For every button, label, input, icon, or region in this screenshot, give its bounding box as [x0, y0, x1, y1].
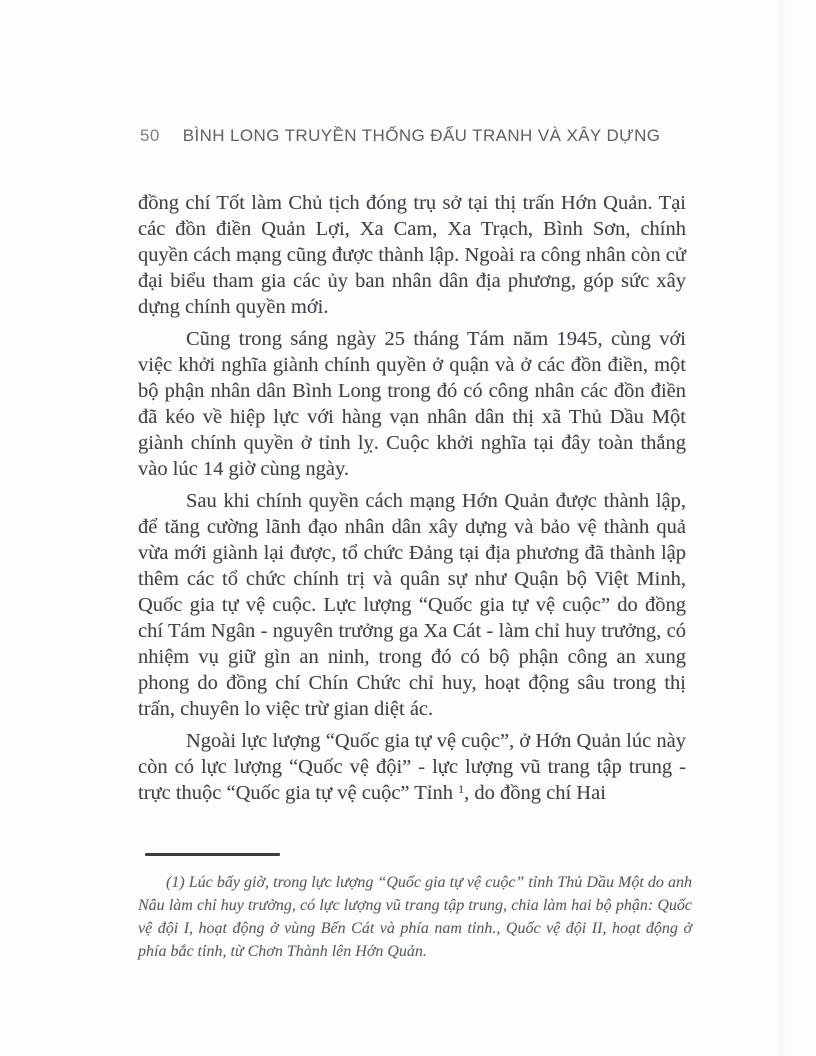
- paragraph-1: đồng chí Tốt làm Chủ tịch đóng trụ sở tại thị trấn Hớn Quản. Tại các đồn điền Quản Lợi, Xa Cam, Xa Trạch, Bình Sơn, chính quyền cách mạng cũng được thành lập. Ngoài ra công nhân còn cử đại biểu tham gia các ủy ban nhân dân địa phương, góp sức xây dựng chính quyền mới.: [138, 192, 686, 318]
- paragraph-4-text-continued: , do đồng chí Hai: [464, 782, 606, 804]
- paragraph-4: [138, 728, 686, 806]
- paragraph-3: Sau khi chính quyền cách mạng Hớn Quản được thành lập, để tăng cường lãnh đạo nhân dân xây dựng và bảo vệ thành quả vừa mới giành lại được, tổ chức Đảng tại địa phương đã thành lập thêm các tổ chức chính trị và quân sự như Quận bộ Việt Minh, Quốc gia tự vệ cuộc. Lực lượng “Quốc gia tự vệ cuộc” do đồng chí Tám Ngân - nguyên trưởng ga Xa Cát - làm chỉ huy trưởng, có nhiệm vụ giữ gìn an ninh, trong đó có bộ phận công an xung phong do đồng chí Chín Chức chỉ huy, hoạt động sâu trong thị trấn, chuyên lo việc trừ gian diệt ác.: [138, 490, 686, 720]
- footnote-text: (1) Lúc bấy giờ, trong lực lượng “Quốc gia tự vệ cuộc” tỉnh Thủ Dầu Một do anh Nâu làm chỉ huy trưởng, có lực lượng vũ trang tập trung, chia làm hai bộ phận: Quốc vệ đội I, hoạt động ở vùng Bến Cát và phía nam tỉnh., Quốc vệ đội II, hoạt động ở phía bắc tỉnh, từ Chơn Thành lên Hớn Quản.: [138, 873, 692, 960]
- page-number: 50: [140, 126, 160, 145]
- running-header: [140, 126, 688, 146]
- paragraph-4-text: Ngoài lực lượng “Quốc gia tự vệ cuộc”, ở Hớn Quản lúc này còn có lực lượng “Quốc vệ đội” - lực lượng vũ trang tập trung - trực thuộc “Quốc gia tự vệ cuộc” Tỉnh: [138, 730, 686, 804]
- footnote-separator-rule: [145, 853, 280, 856]
- page-edge-shadow: [778, 0, 816, 1056]
- footnote-reference-mark: 1: [458, 782, 465, 796]
- body-text-block: [138, 190, 686, 812]
- running-header-title: BÌNH LONG TRUYỀN THỐNG ĐẤU TRANH VÀ XÂY DỰNG: [182, 126, 661, 145]
- footnote-section: [138, 853, 692, 963]
- paragraph-2: Cũng trong sáng ngày 25 tháng Tám năm 1945, cùng với việc khởi nghĩa giành chính quyền ở quận và ở các đồn điền, một bộ phận nhân dân Bình Long trong đó có công nhân các đồn điền đã kéo về hiệp lực với hàng vạn nhân dân thị xã Thủ Dầu Một giành chính quyền ở tỉnh lỵ. Cuộc khởi nghĩa tại đây toàn thắng vào lúc 14 giờ cùng ngày.: [138, 328, 686, 480]
